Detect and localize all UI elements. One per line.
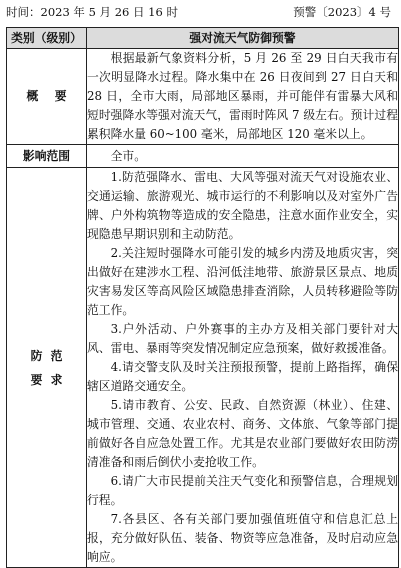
requirements-label [7, 168, 87, 568]
requirement-item-4: 4.请交警支队及时关注预报预警，提前上路指挥，确保辖区道路交通安全。 [87, 360, 398, 393]
scope-label: 影响范围 [7, 145, 87, 168]
warning-title: 强对流天气防御预警 [87, 28, 399, 49]
issue-number: 预警〔2023〕4 号 [293, 5, 391, 19]
table-header-row [7, 28, 399, 49]
overview-row [7, 49, 399, 145]
requirement-item-3: 3.户外活动、户外赛事的主办方及相关部门要针对大风、雷电、暴雨等突发情况制定应急预案，做好救援准备。 [87, 322, 398, 355]
document-header [6, 2, 395, 22]
scope-content [87, 145, 399, 168]
requirement-item-2: 2.关注短时强降水可能引发的城乡内涝及地质灾害，突出做好在建涉水工程、沿河低洼地带、旅游景区景点、地质灾害易发区等高风险区域隐患排查消除，人员转移避险等防范工作。 [87, 246, 398, 317]
category-column-header: 类别（级别） [7, 28, 87, 49]
requirements-label-line2: 要 求 [30, 372, 63, 387]
requirements-row [7, 168, 399, 568]
requirement-item-1: 1.防范强降水、雷电、大风等强对流天气对设施农业、交通运输、旅游观光、城市运行的不利影响以及对室外广告牌、户外构筑物等造成的安全隐患，注意水面作业安全，实现隐患早期识别和主动防范。 [87, 170, 398, 241]
requirements-content [87, 168, 399, 568]
warning-table [6, 27, 399, 568]
requirements-label-line1: 防 范 [30, 348, 63, 363]
issue-time: 时间：2023 年 5 月 26 日 16 时 [6, 5, 178, 19]
overview-label: 概 要 [7, 49, 87, 145]
requirement-item-5: 5.请市教育、公安、民政、自然资源（林业）、住建、城市管理、交通、农业农村、商务、文体旅、气象等部门提前做好各自应急处置工作。尤其是农业部门要做好农田防涝清准备和雨后倒伏小麦抢收工作。 [87, 398, 398, 469]
scope-text: 全市。 [110, 148, 146, 163]
requirement-item-6: 6.请广大市民提前关注天气变化和预警信息，合理规划行程。 [87, 474, 398, 507]
overview-text: 根据最新气象资料分析，5 月 26 至 29 日白天我市有一次明显降水过程。降水集中在 26 日夜间到 27 日白天和 28 日，全市大雨，局部地区暴雨，并可能伴有雷暴大风和短时强降水等强对流天气，雷雨时阵风 7 级左右。预计过程累积降水量 60~100 毫米，局部地区 120 毫米以上。 [87, 51, 398, 141]
overview-content [87, 49, 399, 145]
requirement-item-7: 7.各县区、各有关部门要加强值班值守和信息汇总上报，充分做好队伍、装备、物资等应急准备，及时启动应急响应。 [87, 512, 398, 564]
scope-row [7, 145, 399, 168]
